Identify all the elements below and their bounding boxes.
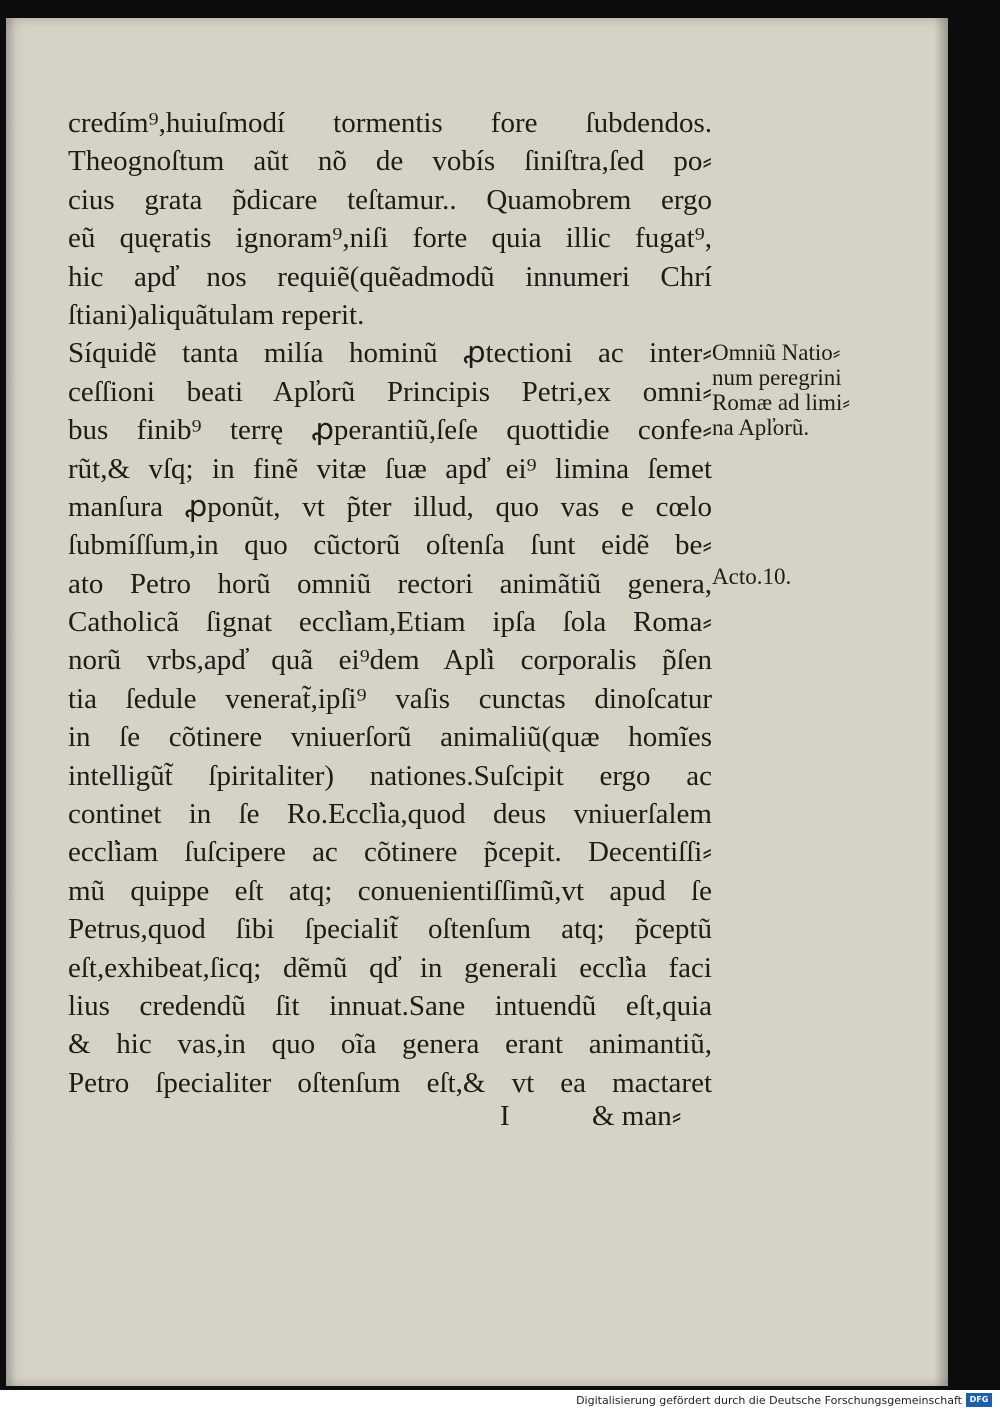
text-line: eũ quęratis ignoram⁹,niſi forte quia illic fugat⁹, (68, 222, 712, 255)
margin-note-line: na Apl̕orũ. (712, 415, 810, 440)
text-line: eſt,exhibeat,ſicq; dẽmũ qd̕ in generali eccl̕ia faci (68, 951, 712, 984)
margin-note-line: Romæ ad limi⸗ (712, 390, 850, 415)
text-line: Petro ſpecialiter oſtenſum eſt,& vt ea mactaret (68, 1066, 712, 1099)
text-line: ſubmíſſum,in quo cũctorũ oſtenſa ſunt eidẽ be⸗ (68, 529, 712, 562)
margin-note-reference (712, 564, 882, 589)
page-shadow-right (934, 18, 948, 1386)
text-line: norũ vrbs,apd̕ quã ei⁹dem Apl̕i corporalis p̃ſen (68, 644, 712, 677)
margin-note-line: Acto.10. (712, 564, 792, 589)
text-line: eccl̕iam ſuſcipere ac cõtinere p̃cepit. Decentiſſi⸗ (68, 836, 712, 869)
text-line: mũ quippe eſt atq; conuenientiſſimũ,vt apud ſe (68, 874, 712, 907)
text-line: lius credendũ ſit innuat.Sane intuendũ eſt,quia (68, 989, 712, 1022)
footer-credit: Digitalisierung gefördert durch die Deutsche Forschungsgemeinschaft (576, 1394, 962, 1407)
text-line: ſtiani)aliquãtulam reperit. (68, 298, 365, 331)
text-line: intelligũt̃ ſpiritaliter) nationes.Suſcipit ergo ac (68, 759, 712, 792)
text-line: ato Petro horũ omniũ rectori animãtiũ genera, (68, 567, 712, 600)
text-line: rũt,& vſq; in finẽ vitæ ſuæ apd̕ ei⁹ limina ſemet (68, 452, 712, 485)
catchword: & man⸗ (592, 1100, 682, 1132)
text-line: Catholicã ſignat eccl̕iam,Etiam ipſa ſola Roma⸗ (68, 606, 712, 639)
main-text-block (68, 104, 712, 1102)
text-line: Síquidẽ tanta milía hominũ ꝓtectioni ac inter⸗ (68, 337, 712, 370)
text-line: ceſſioni beati Apl̕orũ Principis Petri,ex omni⸗ (68, 375, 712, 408)
text-line: continet in ſe Ro.Eccl̕ia,quod deus vniuerſalem (68, 798, 712, 831)
text-line: credím⁹,huiuſmodí tormentis fore ſubdendos. (68, 107, 712, 139)
text-line: cius grata p̃dicare teſtamur.. Quamobrem ergo (68, 183, 712, 216)
digitization-footer (0, 1390, 1000, 1414)
text-line: Petrus,quod ſibi ſpecialit̃ oſtenſum atq; p̃ceptũ (68, 913, 712, 946)
text-line: in ſe cõtinere vniuerſorũ animaliũ(quæ homĩes (68, 721, 712, 754)
margin-note-nations (712, 340, 882, 440)
text-line: bus finib⁹ terrę ꝓperantiũ,ſeſe quottidie confe⸗ (68, 414, 712, 447)
text-line: & hic vas,in quo oĩa genera erant animantiũ, (68, 1028, 712, 1061)
text-line: hic apd̕ nos requiẽ(quẽadmodũ innumeri Chrí (68, 260, 712, 293)
margin-note-line: num peregrini (712, 365, 842, 390)
text-line: manſura ꝓponũt, vt p̃ter illud, quo vas e cœlo (68, 490, 712, 523)
dfg-logo: DFG (966, 1393, 992, 1407)
page-shadow-left (6, 18, 16, 1386)
signature-mark: I (500, 1100, 510, 1132)
text-line: Theognoſtum aũt nõ de vobís ſiniſtra,ſed po⸗ (68, 145, 712, 178)
text-line: tia ſedule venerat̃,ipſi⁹ vaſis cunctas dinoſcatur (68, 682, 712, 715)
margin-note-line: Omniũ Natio⸗ (712, 340, 841, 365)
